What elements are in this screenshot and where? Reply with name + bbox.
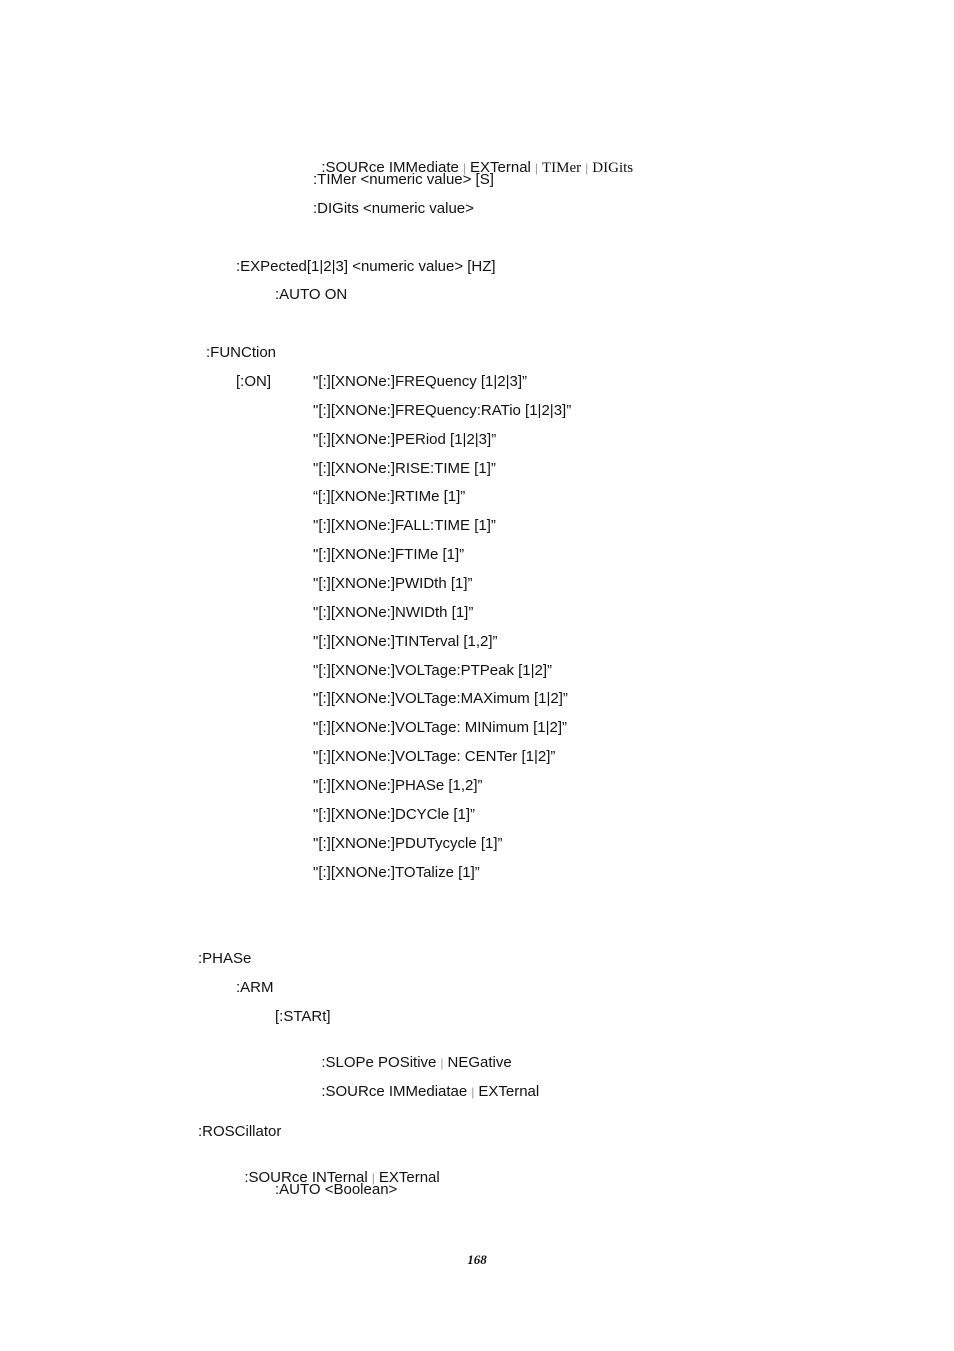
function-item: "[:][XNONe:]VOLTage:PTPeak [1|2]”: [313, 662, 553, 679]
function-item: "[:][XNONe:]DCYCle [1]”: [313, 806, 476, 823]
source-external-text: EXTernal: [478, 1083, 540, 1100]
roscillator-heading: :ROSCillator: [198, 1123, 282, 1140]
auto-boolean-line: :AUTO <Boolean>: [275, 1181, 398, 1198]
function-heading: :FUNCtion: [206, 344, 277, 361]
source-immediate-line: [313, 1065, 539, 1101]
function-item: "[:][XNONe:]NWIDth [1]”: [313, 604, 474, 621]
source-immediate-text: :SOURce IMMediate: [321, 159, 459, 176]
function-item: "[:][XNONe:]PWIDth [1]”: [313, 575, 473, 592]
function-item: "[:][XNONe:]FALL:TIME [1]”: [313, 517, 496, 534]
expected-line: :EXPected[1|2|3] <numeric value> [HZ]: [236, 258, 496, 275]
function-item: "[:][XNONe:]VOLTage:MAXimum [1|2]”: [313, 690, 568, 707]
source-immediate-text: :SOURce IMMediatae: [321, 1083, 468, 1100]
page-number: 168: [467, 1252, 487, 1267]
source-internal-text: :SOURce INTernal: [244, 1169, 368, 1186]
separator: |: [585, 161, 589, 175]
separator: |: [534, 161, 539, 175]
separator: |: [440, 1056, 444, 1070]
separator: |: [371, 1171, 375, 1185]
function-item: "[:][XNONe:]PDUTycycle [1]”: [313, 835, 503, 852]
slope-negative-text: NEGative: [447, 1054, 512, 1071]
function-item: "[:][XNONe:]PHASe [1,2]”: [313, 777, 483, 794]
slope-positive-text: :SLOPe POSitive: [321, 1054, 437, 1071]
function-item: "[:][XNONe:]TOTalize [1]”: [313, 864, 480, 881]
source-digits-text: DIGits: [592, 160, 634, 176]
source-timer-text: TIMer: [542, 160, 582, 176]
function-item: “[:][XNONe:]RTIMe [1]”: [313, 488, 466, 505]
on-label: [:ON]: [236, 373, 272, 390]
digits-line: :DIGits <numeric value>: [313, 200, 474, 217]
source-external-text: EXTernal: [470, 159, 531, 176]
function-item: "[:][XNONe:]FREQuency [1|2|3]”: [313, 373, 528, 390]
start-line: [:STARt]: [275, 1008, 331, 1025]
function-item: "[:][XNONe:]RISE:TIME [1]”: [313, 460, 496, 477]
function-item: "[:][XNONe:]TINTerval [1,2]”: [313, 633, 498, 650]
separator: |: [471, 1085, 475, 1099]
function-item: "[:][XNONe:]FTIMe [1]”: [313, 546, 465, 563]
function-item: "[:][XNONe:]FREQuency:RATio [1|2|3]”: [313, 402, 572, 419]
auto-on-line: :AUTO ON: [275, 286, 348, 303]
function-item: "[:][XNONe:]VOLTage: CENTer [1|2]”: [313, 748, 556, 765]
source-external-text: EXTernal: [378, 1169, 440, 1186]
function-item: "[:][XNONe:]PERiod [1|2|3]”: [313, 431, 497, 448]
separator: |: [462, 161, 467, 175]
phase-heading: :PHASe: [198, 950, 252, 967]
arm-line: :ARM: [236, 979, 274, 996]
timer-line: :TIMer <numeric value> [S]: [313, 171, 494, 188]
function-item: "[:][XNONe:]VOLTage: MINimum [1|2]”: [313, 719, 568, 736]
